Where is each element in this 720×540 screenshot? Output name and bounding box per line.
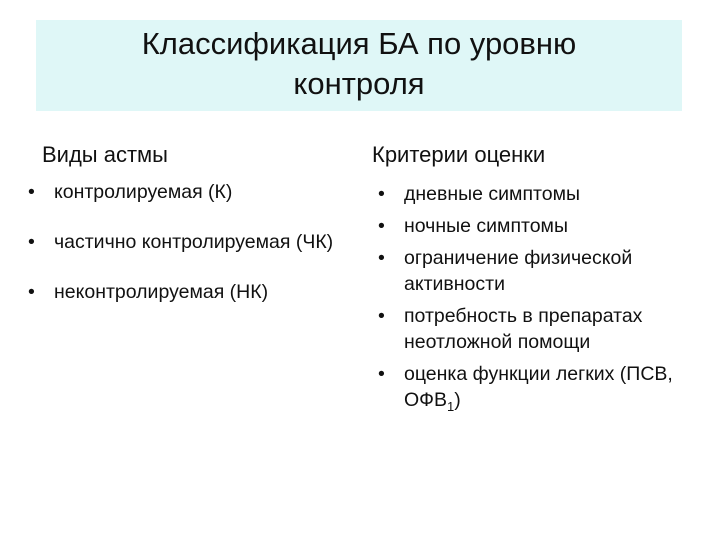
list-item-text: контролируемая (К)	[54, 181, 233, 203]
list-item	[378, 181, 698, 207]
title-line-2: контроля	[293, 66, 425, 101]
bullet-icon: •	[378, 183, 385, 205]
list-item	[378, 213, 698, 239]
list-item-text	[404, 363, 673, 414]
list-item-text: неконтролируемая (НК)	[54, 281, 269, 303]
list-item	[378, 245, 698, 297]
list-item-text-main: оценка функции легких (ПСВ, ОФВ	[404, 363, 673, 411]
bullet-icon: •	[28, 231, 35, 253]
subscript: 1	[447, 398, 455, 414]
list-item-text: частично контролируемая (ЧК)	[54, 231, 334, 253]
list-item	[28, 179, 348, 205]
bullet-icon: •	[378, 247, 385, 269]
bullet-icon: •	[378, 363, 385, 385]
criteria-list	[378, 181, 698, 413]
right-column-heading: Критерии оценки	[372, 142, 546, 167]
list-item-text-suffix: )	[454, 389, 461, 411]
bullet-icon: •	[28, 181, 35, 203]
list-item	[28, 279, 348, 305]
list-item	[378, 303, 698, 355]
asthma-types-list	[28, 179, 348, 305]
list-item-text: ночные симптомы	[404, 215, 568, 237]
bullet-icon: •	[378, 215, 385, 237]
slide-title	[36, 24, 682, 104]
left-column-heading: Виды астмы	[42, 142, 168, 167]
bullet-icon: •	[28, 281, 35, 303]
list-item	[378, 361, 698, 413]
list-item-text: потребность в препаратах неотложной помощи	[404, 305, 643, 353]
list-item-text: дневные симптомы	[404, 183, 580, 205]
bullet-icon: •	[378, 305, 385, 327]
title-line-1: Классификация БА по уровню	[141, 26, 577, 61]
list-item	[28, 229, 348, 255]
list-item-text: ограничение физической активности	[404, 247, 633, 295]
